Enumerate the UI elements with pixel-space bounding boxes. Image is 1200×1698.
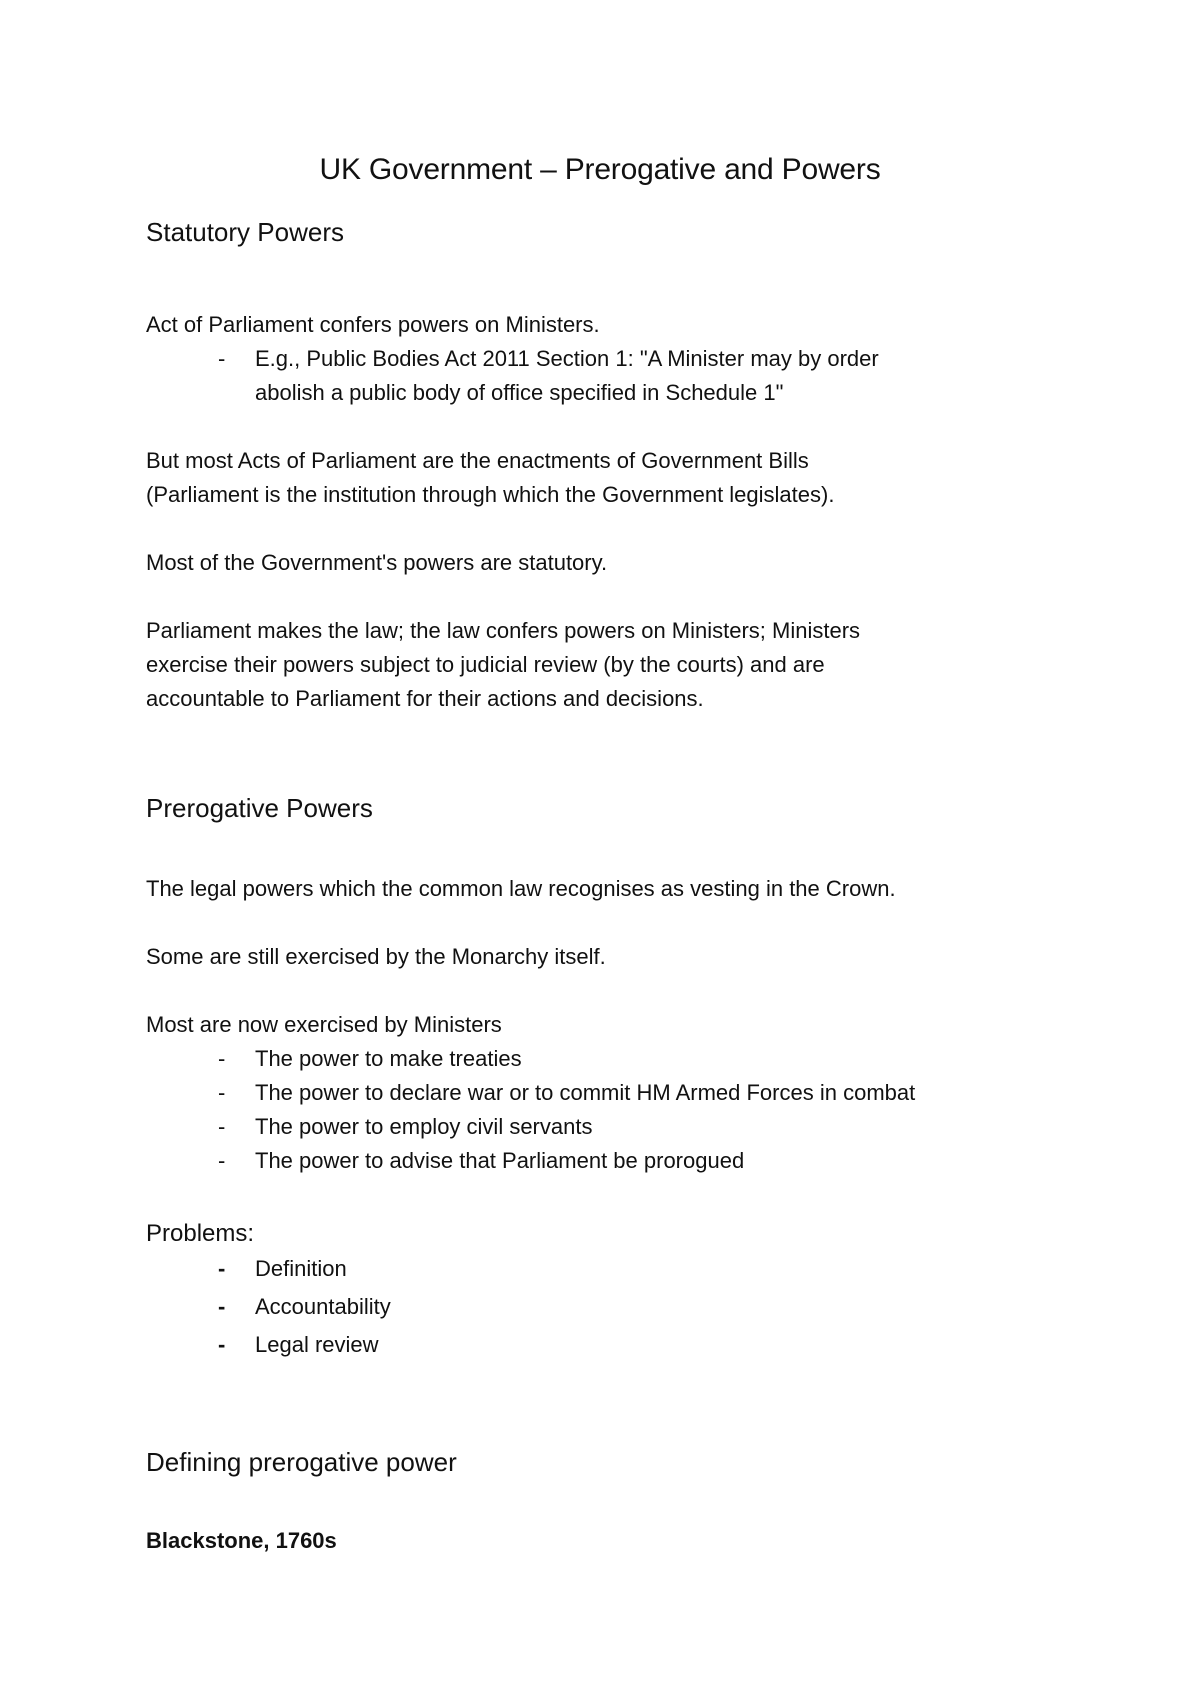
list-item-text: The power to declare war or to commit HM Armed Forces in combat — [255, 1080, 916, 1105]
paragraph-monarchy: Some are still exercised by the Monarchy itself. — [146, 944, 606, 969]
list-dash: - — [218, 1046, 226, 1071]
list-dash: - — [218, 1294, 226, 1319]
paragraph-most-acts-line1: But most Acts of Parliament are the enactments of Government Bills — [146, 448, 809, 473]
list-dash: - — [218, 1114, 226, 1139]
paragraph-parliament-makes-law-line1: Parliament makes the law; the law confers powers on Ministers; Ministers — [146, 618, 861, 643]
paragraph-blackstone: Blackstone, 1760s — [146, 1528, 337, 1553]
paragraph-statutory-powers: Most of the Government's powers are statutory. — [146, 550, 608, 575]
list-item-text-continued: abolish a public body of office specified in Schedule 1" — [255, 380, 784, 405]
paragraph-ministers: Most are now exercised by Ministers — [146, 1012, 502, 1037]
list-item-text: The power to make treaties — [255, 1046, 522, 1071]
problems-label: Problems: — [146, 1220, 255, 1247]
paragraph-parliament-makes-law-line3: accountable to Parliament for their actions and decisions. — [146, 686, 704, 711]
list-item-text: Accountability — [255, 1294, 391, 1319]
list-item-text: Legal review — [255, 1332, 379, 1357]
paragraph-most-acts-line2: (Parliament is the institution through which the Government legislates). — [146, 482, 835, 507]
heading-prerogative-powers: Prerogative Powers — [146, 793, 373, 823]
list-dash: - — [218, 1148, 226, 1173]
list-dash: - — [218, 1080, 226, 1105]
list-dash: - — [218, 1332, 226, 1357]
page-title: UK Government – Prerogative and Powers — [319, 153, 881, 186]
list-item-text: Definition — [255, 1256, 347, 1281]
heading-statutory-powers: Statutory Powers — [146, 217, 344, 247]
list-item-text: E.g., Public Bodies Act 2011 Section 1: "A Minister may by order — [255, 346, 879, 371]
paragraph-parliament-makes-law-line2: exercise their powers subject to judicial review (by the courts) and are — [146, 652, 825, 677]
heading-defining-prerogative: Defining prerogative power — [146, 1447, 457, 1477]
paragraph-legal-powers: The legal powers which the common law recognises as vesting in the Crown. — [146, 876, 896, 901]
paragraph-act-of-parliament: Act of Parliament confers powers on Ministers. — [146, 312, 600, 337]
list-dash: - — [218, 346, 226, 371]
list-item-text: The power to employ civil servants — [255, 1114, 593, 1139]
list-item-text: The power to advise that Parliament be prorogued — [255, 1148, 745, 1173]
list-dash: - — [218, 1256, 226, 1281]
